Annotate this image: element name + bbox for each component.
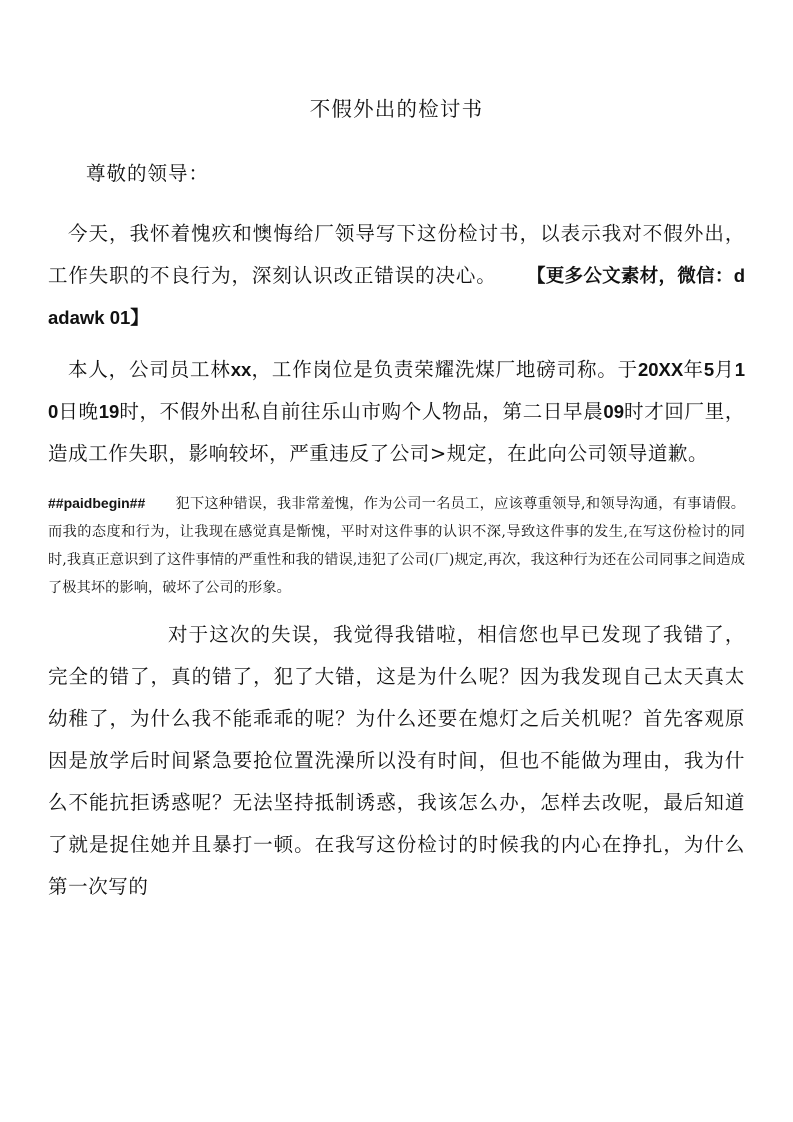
paragraph-self-introduction — [48, 339, 745, 475]
paid-section-text: 犯下这种错误，我非常羞愧，作为公司一名员工，应该尊重领导,和领导沟通，有事请假。而我的态度和行为，让我现在感觉真是惭愧，平时对这件事的认识不深,导致这件事的发生,在写这份检讨的同时,我真正意识到了这件事情的严重性和我的错误,违犯了公司(厂)规定,再次，我这种行为还在公司同事之间造成了极其坏的影响，破坏了公司的形象。 — [48, 495, 745, 596]
document-title: 不假外出的检讨书 — [309, 97, 484, 121]
paragraph-today-text: 今天，我怀着愧疚和懊悔给厂领导写下这份检讨书，以表示我对不假外出，工作失职的不良行为，深刻认识改正错误的决心。 — [48, 221, 745, 287]
salutation: 尊敬的领导： — [86, 161, 210, 185]
incident-hour-evening: 19 — [98, 400, 120, 422]
self-part-7: 时才回厂里，造成工作失职，影响较坏，严重违反了公司>规定，在此向公司领导道歉。 — [48, 399, 745, 465]
promo-note: 【更多公文素材，微信：dadawk 01】 — [48, 264, 745, 328]
paragraph-reflection: 对于这次的失误，我觉得我错啦，相信您也早已发现了我错了，完全的错了，真的错了，犯了大错，这是为什么呢？因为我发现自己太天真太幼稚了，为什么我不能乖乖的呢？为什么还要在熄灯之后关机呢？首先客观原因是放学后时间紧急要抢位置洗澡所以没有时间，但也不能做为理由，我为什么不能抗拒诱惑呢？无法坚持抵制诱惑，我该怎么办，怎样去改呢，最后知道了就是捉住她并且暴打一顿。在我写这份检讨的时候我的内心在挣扎，为什么第一次写的 — [48, 622, 745, 898]
self-part-2: ，工作岗位是负责荣耀洗煤厂地磅司称。于 — [251, 357, 638, 381]
paragraph-today — [48, 195, 745, 339]
employee-name-placeholder: xx — [230, 358, 252, 380]
self-part-1: 本人，公司员工林 — [68, 357, 231, 381]
self-part-6: 时，不假外出私自前往乐山市购个人物品，第二日早晨 — [119, 399, 604, 423]
incident-month: 5 — [703, 358, 715, 380]
incident-day: 10 — [48, 358, 745, 422]
self-part-5: 日晚 — [58, 399, 99, 423]
self-part-4: 月 — [714, 357, 735, 381]
self-part-3: 年 — [683, 357, 704, 381]
incident-hour-morning: 09 — [603, 400, 624, 422]
paid-begin-marker: ##paidbegin## — [48, 494, 146, 511]
paragraph-paid-section — [48, 475, 745, 602]
incident-year: 20XX — [637, 358, 684, 380]
